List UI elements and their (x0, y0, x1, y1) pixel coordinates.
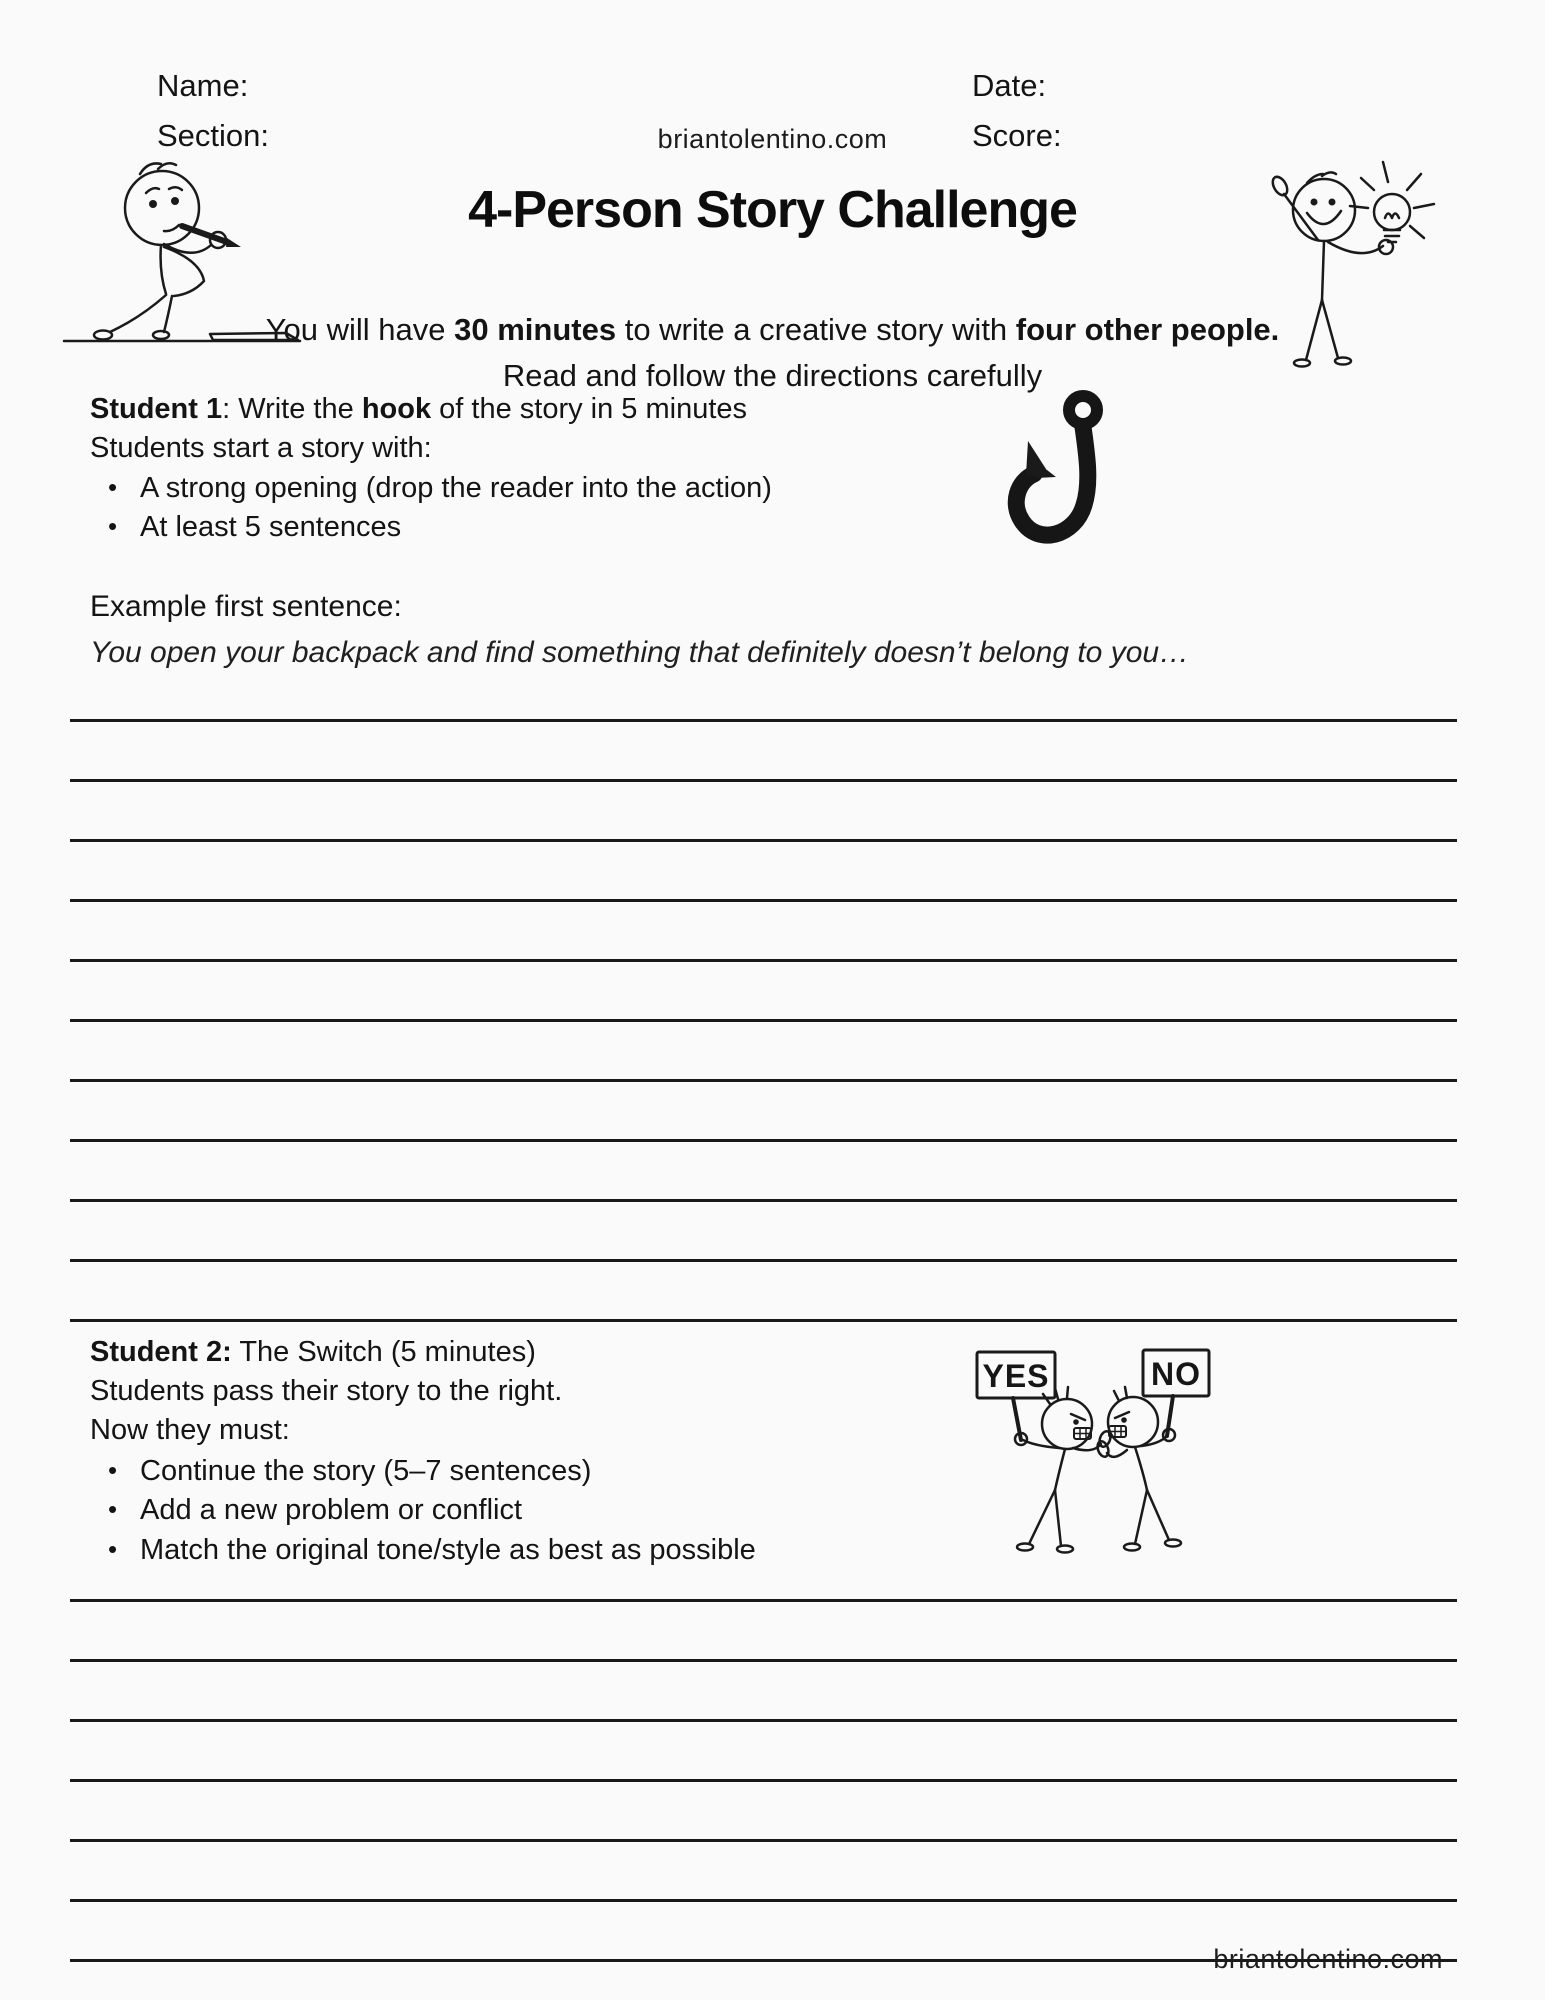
student1-bullet-2 (108, 507, 401, 547)
website-header: briantolentino.com (657, 124, 888, 154)
yes-no-arguing-figures-icon (955, 1322, 1260, 1567)
student1-line2: Students start a story with: (90, 432, 432, 464)
intro-seg-bold: four other people. (1015, 312, 1280, 347)
page-title: 4-Person Story Challenge (468, 181, 1077, 239)
student2-writing-lines (70, 1542, 1457, 1962)
fishing-hook-icon (998, 383, 1133, 568)
score-label: Score: (972, 118, 1062, 153)
bullet-text: Continue the story (5–7 sentences) (140, 1455, 592, 1487)
bullet-icon: • (108, 1494, 118, 1524)
writing-line[interactable] (70, 662, 1457, 722)
student1-bullet-1 (108, 468, 772, 508)
student1-hook-word: hook (361, 393, 432, 425)
writing-line[interactable] (70, 1262, 1457, 1322)
student2-heading (90, 1333, 536, 1372)
writing-line[interactable] (70, 1842, 1457, 1902)
student1-heading-text: of the story in 5 minutes (431, 393, 748, 425)
student2-heading-text: The Switch (5 minutes) (231, 1336, 536, 1368)
student1-heading-text: : Write the (222, 393, 362, 425)
date-label: Date: (972, 68, 1047, 103)
bullet-icon: • (108, 472, 118, 502)
intro-seg-bold: 30 minutes (454, 312, 617, 347)
thinking-writer-figure-icon (60, 148, 305, 358)
name-label: Name: (157, 68, 249, 103)
writing-line[interactable] (70, 1722, 1457, 1782)
student2-label: Student 2: (90, 1336, 232, 1368)
bullet-icon: • (108, 1455, 118, 1485)
example-sentence: You open your backpack and find something that definitely doesn’t belong to you… (90, 636, 1190, 669)
section-label: Section: (157, 118, 270, 153)
bullet-text: At least 5 sentences (140, 511, 402, 543)
writing-line[interactable] (70, 1142, 1457, 1202)
student2-line2: Students pass their story to the right. (90, 1375, 563, 1407)
writing-line[interactable] (70, 962, 1457, 1022)
idea-lightbulb-figure-icon (1262, 152, 1447, 380)
writing-line[interactable] (70, 722, 1457, 782)
writing-line[interactable] (70, 902, 1457, 962)
example-label: Example first sentence: (90, 590, 402, 623)
intro-seg: to write a creative story with (616, 312, 1016, 347)
writing-line[interactable] (70, 1202, 1457, 1262)
website-footer: briantolentino.com (1213, 1944, 1443, 1974)
writing-line[interactable] (70, 842, 1457, 902)
bullet-text: A strong opening (drop the reader into the action) (140, 472, 772, 504)
intro-seg: You will have (265, 312, 455, 347)
student2-bullet-2 (108, 1490, 522, 1530)
bullet-icon: • (108, 511, 118, 541)
student1-writing-lines (70, 662, 1457, 1322)
bullet-text: Add a new problem or conflict (140, 1494, 523, 1526)
student2-bullet-1 (108, 1451, 591, 1491)
no-sign-label: NO (1151, 1356, 1201, 1392)
yes-sign-label: YES (982, 1358, 1050, 1394)
writing-line[interactable] (70, 1662, 1457, 1722)
writing-line[interactable] (70, 1782, 1457, 1842)
student1-label: Student 1 (90, 393, 223, 425)
bullet-icon: • (108, 1534, 118, 1564)
student1-heading (90, 390, 747, 429)
bullet-text: Match the original tone/style as best as possible (140, 1534, 756, 1566)
writing-line[interactable] (70, 1082, 1457, 1142)
writing-line[interactable] (70, 1602, 1457, 1662)
intro-line-2: Read and follow the directions carefully (502, 358, 1043, 393)
writing-line[interactable] (70, 1542, 1457, 1602)
writing-line[interactable] (70, 1022, 1457, 1082)
writing-line[interactable] (70, 782, 1457, 842)
student2-line3: Now they must: (90, 1414, 290, 1446)
